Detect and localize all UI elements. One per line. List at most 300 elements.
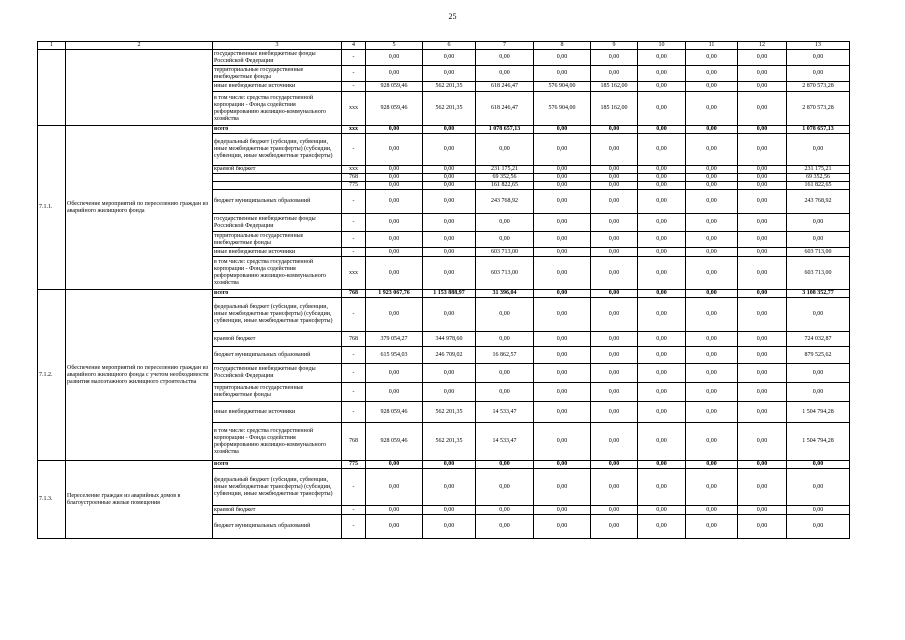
year-value-cell: 0,00 [638, 364, 686, 383]
year-value-cell: 1 153 888,97 [423, 290, 476, 298]
year-value-cell: 0,00 [638, 214, 686, 232]
column-number-3: 3 [213, 42, 342, 50]
year-value-cell: 0,00 [686, 469, 738, 506]
year-value-cell: 0,00 [638, 232, 686, 248]
year-value-cell: 0,00 [686, 232, 738, 248]
year-value-cell: 0,00 [366, 248, 423, 257]
year-value-cell: 0,00 [686, 82, 738, 92]
budget-code: - [342, 469, 366, 506]
budget-code: - [342, 347, 366, 364]
column-number-9: 9 [591, 42, 638, 50]
year-value-cell: 0,00 [366, 50, 423, 66]
year-value-cell: 0,00 [534, 383, 591, 402]
total-cell: 2 870 573,28 [787, 82, 850, 92]
year-value-cell: 0,00 [686, 126, 738, 134]
total-cell: 0,00 [787, 461, 850, 469]
year-value-cell: 0,00 [476, 461, 534, 469]
year-value-cell: 0,00 [638, 402, 686, 423]
year-value-cell: 0,00 [476, 134, 534, 166]
measure-code [38, 50, 66, 126]
total-cell: 3 108 352,77 [787, 290, 850, 298]
budget-code: - [342, 515, 366, 539]
year-value-cell: 0,00 [686, 402, 738, 423]
total-cell: 724 032,87 [787, 332, 850, 347]
year-value-cell: 0,00 [638, 290, 686, 298]
year-value-cell: 0,00 [366, 182, 423, 190]
year-value-cell: 562 201,35 [423, 402, 476, 423]
year-value-cell: 0,00 [591, 332, 638, 347]
year-value-cell: 0,00 [686, 50, 738, 66]
year-value-cell: 0,00 [638, 506, 686, 515]
year-value-cell: 0,00 [591, 364, 638, 383]
year-value-cell: 0,00 [476, 232, 534, 248]
column-number-row [38, 42, 850, 50]
funding-source: бюджет муниципальных образований [213, 190, 342, 214]
year-value-cell: 576 904,00 [534, 82, 591, 92]
funding-source: территориальные государственные внебюджетные фонды [213, 232, 342, 248]
year-value-cell: 0,00 [591, 515, 638, 539]
year-value-cell: 0,00 [591, 174, 638, 182]
year-value-cell: 14 533,47 [476, 402, 534, 423]
year-value-cell: 0,00 [534, 248, 591, 257]
year-value-cell: 0,00 [476, 506, 534, 515]
year-value-cell: 0,00 [534, 332, 591, 347]
year-value-cell: 928 059,46 [366, 82, 423, 92]
budget-code: - [342, 298, 366, 332]
column-number-8: 8 [534, 42, 591, 50]
year-value-cell: 0,00 [638, 92, 686, 126]
column-number-12: 12 [738, 42, 787, 50]
funding-source: иные внебюджетные источники [213, 248, 342, 257]
table-row [38, 290, 850, 298]
funding-source: бюджет муниципальных образований [213, 515, 342, 539]
year-value-cell: 1 078 657,13 [476, 126, 534, 134]
year-value-cell: 0,00 [738, 174, 787, 182]
table-row [38, 50, 850, 66]
total-cell: 603 713,00 [787, 248, 850, 257]
year-value-cell: 0,00 [423, 298, 476, 332]
year-value-cell: 0,00 [686, 347, 738, 364]
year-value-cell: 0,00 [366, 66, 423, 82]
year-value-cell: 0,00 [534, 461, 591, 469]
year-value-cell: 0,00 [476, 469, 534, 506]
measure-name: Обеспечение мероприятий по переселению граждан из аварийного жилищного фонда с учетом необходимости развития малоэтажного жилищного строительства [66, 290, 213, 461]
year-value-cell: 0,00 [366, 232, 423, 248]
year-value-cell: 0,00 [476, 66, 534, 82]
funding-source: иные внебюджетные источники [213, 402, 342, 423]
year-value-cell: 0,00 [591, 298, 638, 332]
year-value-cell: 0,00 [638, 174, 686, 182]
year-value-cell: 0,00 [638, 134, 686, 166]
total-cell: 0,00 [787, 50, 850, 66]
year-value-cell: 0,00 [638, 515, 686, 539]
year-value-cell: 0,00 [738, 469, 787, 506]
year-value-cell: 0,00 [423, 383, 476, 402]
year-value-cell: 0,00 [738, 182, 787, 190]
year-value-cell: 0,00 [638, 347, 686, 364]
budget-code: - [342, 214, 366, 232]
year-value-cell: 0,00 [686, 92, 738, 126]
year-value-cell: 0,00 [738, 92, 787, 126]
year-value-cell: 0,00 [366, 364, 423, 383]
budget-code: - [342, 383, 366, 402]
budget-code: 775 [342, 461, 366, 469]
year-value-cell: 0,00 [591, 257, 638, 290]
budget-code: - [342, 190, 366, 214]
year-value-cell: 0,00 [366, 469, 423, 506]
year-value-cell: 0,00 [423, 182, 476, 190]
total-cell: 0,00 [787, 134, 850, 166]
funding-source [213, 182, 342, 190]
year-value-cell: 0,00 [686, 182, 738, 190]
year-value-cell: 0,00 [366, 461, 423, 469]
measure-code: 7.1.1. [38, 126, 66, 290]
year-value-cell: 0,00 [591, 190, 638, 214]
year-value-cell: 0,00 [534, 166, 591, 174]
year-value-cell: 0,00 [534, 126, 591, 134]
measure-name: Переселение граждан из аварийных домов в благоустроенные жилые помещения [66, 461, 213, 539]
year-value-cell: 0,00 [591, 214, 638, 232]
budget-code: - [342, 506, 366, 515]
year-value-cell: 0,00 [591, 248, 638, 257]
year-value-cell: 0,00 [366, 190, 423, 214]
year-value-cell: 0,00 [738, 166, 787, 174]
funding-source: территориальные государственные внебюджетные фонды [213, 383, 342, 402]
year-value-cell: 0,00 [738, 461, 787, 469]
year-value-cell: 0,00 [738, 82, 787, 92]
column-number-2: 2 [66, 42, 213, 50]
year-value-cell: 0,00 [638, 248, 686, 257]
column-number-4: 4 [342, 42, 366, 50]
table-row [38, 461, 850, 469]
funding-source: государственные внебюджетные фонды Российской Федерации [213, 50, 342, 66]
funding-source: федеральный бюджет (субсидии, субвенции, иные межбюджетные трансферты) (субсидии, субвенции, иные межбюджетные трансферты) [213, 134, 342, 166]
measure-name [66, 50, 213, 126]
year-value-cell: 0,00 [686, 174, 738, 182]
year-value-cell: 246 709,02 [423, 347, 476, 364]
year-value-cell: 0,00 [738, 214, 787, 232]
year-value-cell: 0,00 [591, 290, 638, 298]
funding-source: всего [213, 126, 342, 134]
funding-source: всего [213, 290, 342, 298]
year-value-cell: 0,00 [591, 166, 638, 174]
year-value-cell: 0,00 [534, 469, 591, 506]
year-value-cell: 14 533,47 [476, 423, 534, 461]
year-value-cell: 618 246,47 [476, 82, 534, 92]
year-value-cell: 0,00 [591, 506, 638, 515]
budget-code: ххх [342, 166, 366, 174]
year-value-cell: 0,00 [738, 134, 787, 166]
year-value-cell: 0,00 [591, 50, 638, 66]
year-value-cell: 0,00 [738, 126, 787, 134]
measure-code: 7.1.3. [38, 461, 66, 539]
year-value-cell: 0,00 [591, 232, 638, 248]
year-value-cell: 562 201,35 [423, 423, 476, 461]
funding-source: в том числе: средства государственной корпорации - Фонда содействия реформированию жилищно-коммунального хозяйства [213, 257, 342, 290]
year-value-cell: 0,00 [738, 290, 787, 298]
year-value-cell: 603 713,00 [476, 248, 534, 257]
budget-code: 768 [342, 423, 366, 461]
budget-code: ххх [342, 257, 366, 290]
funding-source: краевой бюджет [213, 332, 342, 347]
year-value-cell: 0,00 [476, 332, 534, 347]
budget-code: - [342, 66, 366, 82]
year-value-cell: 0,00 [686, 248, 738, 257]
year-value-cell: 0,00 [638, 50, 686, 66]
total-cell: 0,00 [787, 506, 850, 515]
total-cell: 69 352,56 [787, 174, 850, 182]
total-cell: 1 078 657,13 [787, 126, 850, 134]
year-value-cell: 0,00 [366, 515, 423, 539]
budget-code: - [342, 248, 366, 257]
year-value-cell: 0,00 [738, 50, 787, 66]
year-value-cell: 0,00 [591, 134, 638, 166]
year-value-cell: 0,00 [686, 134, 738, 166]
year-value-cell: 0,00 [476, 214, 534, 232]
funding-source: иные внебюджетные источники [213, 82, 342, 92]
budget-code: - [342, 50, 366, 66]
total-cell: 1 504 794,28 [787, 423, 850, 461]
year-value-cell: 562 201,35 [423, 82, 476, 92]
funding-source: краевой бюджет [213, 166, 342, 174]
year-value-cell: 0,00 [423, 50, 476, 66]
year-value-cell: 0,00 [638, 257, 686, 290]
year-value-cell: 0,00 [366, 257, 423, 290]
total-cell: 231 175,21 [787, 166, 850, 174]
year-value-cell: 0,00 [366, 214, 423, 232]
year-value-cell: 0,00 [738, 248, 787, 257]
year-value-cell: 0,00 [686, 332, 738, 347]
total-cell: 0,00 [787, 469, 850, 506]
year-value-cell: 0,00 [591, 469, 638, 506]
total-cell: 243 768,92 [787, 190, 850, 214]
year-value-cell: 0,00 [476, 298, 534, 332]
funding-source: в том числе: средства государственной корпорации - Фонда содействия реформированию жилищно-коммунального хозяйства [213, 423, 342, 461]
year-value-cell: 0,00 [738, 66, 787, 82]
year-value-cell: 0,00 [366, 134, 423, 166]
year-value-cell: 0,00 [638, 182, 686, 190]
year-value-cell: 0,00 [686, 506, 738, 515]
year-value-cell: 0,00 [686, 383, 738, 402]
year-value-cell: 0,00 [738, 402, 787, 423]
year-value-cell: 0,00 [638, 166, 686, 174]
measure-code: 7.1.2. [38, 290, 66, 461]
column-number-13: 13 [787, 42, 850, 50]
year-value-cell: 0,00 [534, 214, 591, 232]
year-value-cell: 0,00 [423, 364, 476, 383]
year-value-cell: 0,00 [738, 190, 787, 214]
funding-source: государственные внебюджетные фонды Российской Федерации [213, 364, 342, 383]
year-value-cell: 0,00 [534, 182, 591, 190]
year-value-cell: 0,00 [686, 515, 738, 539]
year-value-cell: 928 059,46 [366, 423, 423, 461]
year-value-cell: 0,00 [534, 50, 591, 66]
year-value-cell: 0,00 [366, 166, 423, 174]
total-cell: 0,00 [787, 364, 850, 383]
year-value-cell: 0,00 [534, 364, 591, 383]
budget-code: - [342, 134, 366, 166]
budget-code: - [342, 402, 366, 423]
year-value-cell: 0,00 [638, 469, 686, 506]
year-value-cell: 603 713,00 [476, 257, 534, 290]
column-number-1: 1 [38, 42, 66, 50]
year-value-cell: 0,00 [591, 461, 638, 469]
funding-source: федеральный бюджет (субсидии, субвенции, иные межбюджетные трансферты) (субсидии, субвенции, иные межбюджетные трансферты) [213, 469, 342, 506]
year-value-cell: 0,00 [686, 290, 738, 298]
year-value-cell: 0,00 [366, 174, 423, 182]
table-row [38, 126, 850, 134]
total-cell: 161 822,65 [787, 182, 850, 190]
year-value-cell: 0,00 [638, 126, 686, 134]
year-value-cell: 0,00 [686, 257, 738, 290]
year-value-cell: 0,00 [476, 364, 534, 383]
measure-name: Обеспечение мероприятий по переселению граждан из аварийного жилищного фонда [66, 126, 213, 290]
year-value-cell: 0,00 [738, 298, 787, 332]
year-value-cell: 0,00 [366, 298, 423, 332]
funding-source: всего [213, 461, 342, 469]
year-value-cell: 0,00 [423, 469, 476, 506]
year-value-cell: 344 978,60 [423, 332, 476, 347]
year-value-cell: 0,00 [534, 290, 591, 298]
budget-code: ххх [342, 92, 366, 126]
year-value-cell: 0,00 [591, 126, 638, 134]
year-value-cell: 185 162,00 [591, 82, 638, 92]
year-value-cell: 0,00 [638, 332, 686, 347]
year-value-cell: 0,00 [423, 134, 476, 166]
year-value-cell: 0,00 [638, 461, 686, 469]
year-value-cell: 0,00 [534, 347, 591, 364]
funding-source: краевой бюджет [213, 506, 342, 515]
year-value-cell: 0,00 [534, 232, 591, 248]
year-value-cell: 0,00 [738, 332, 787, 347]
year-value-cell: 0,00 [423, 248, 476, 257]
year-value-cell: 0,00 [686, 66, 738, 82]
year-value-cell: 0,00 [534, 174, 591, 182]
total-cell: 0,00 [787, 383, 850, 402]
total-cell: 0,00 [787, 298, 850, 332]
year-value-cell: 0,00 [638, 190, 686, 214]
funding-source: в том числе: средства государственной корпорации - Фонда содействия реформированию жилищно-коммунального хозяйства [213, 92, 342, 126]
year-value-cell: 0,00 [423, 257, 476, 290]
year-value-cell: 161 822,65 [476, 182, 534, 190]
funding-source [213, 174, 342, 182]
year-value-cell: 0,00 [476, 383, 534, 402]
funding-source: федеральный бюджет (субсидии, субвенции, иные межбюджетные трансферты) (субсидии, субвенции, иные межбюджетные трансферты) [213, 298, 342, 332]
year-value-cell: 0,00 [476, 515, 534, 539]
year-value-cell: 0,00 [591, 66, 638, 82]
year-value-cell: 31 396,04 [476, 290, 534, 298]
year-value-cell: 562 201,35 [423, 92, 476, 126]
year-value-cell: 576 904,00 [534, 92, 591, 126]
page-number: 25 [448, 12, 457, 21]
year-value-cell: 0,00 [534, 257, 591, 290]
column-number-7: 7 [476, 42, 534, 50]
year-value-cell: 0,00 [366, 506, 423, 515]
year-value-cell: 0,00 [591, 383, 638, 402]
funding-source: территориальные государственные внебюджетные фонды [213, 66, 342, 82]
budget-table [37, 41, 850, 539]
total-cell: 879 525,62 [787, 347, 850, 364]
year-value-cell: 0,00 [423, 166, 476, 174]
year-value-cell: 0,00 [534, 190, 591, 214]
year-value-cell: 0,00 [534, 515, 591, 539]
budget-code: 775 [342, 182, 366, 190]
year-value-cell: 615 954,03 [366, 347, 423, 364]
year-value-cell: 0,00 [686, 166, 738, 174]
year-value-cell: 0,00 [534, 402, 591, 423]
year-value-cell: 0,00 [423, 461, 476, 469]
year-value-cell: 0,00 [534, 66, 591, 82]
year-value-cell: 0,00 [638, 423, 686, 461]
year-value-cell: 231 175,21 [476, 166, 534, 174]
year-value-cell: 0,00 [686, 190, 738, 214]
year-value-cell: 0,00 [423, 66, 476, 82]
year-value-cell: 16 862,57 [476, 347, 534, 364]
year-value-cell: 0,00 [738, 423, 787, 461]
year-value-cell: 69 352,56 [476, 174, 534, 182]
year-value-cell: 0,00 [423, 190, 476, 214]
budget-code: ххх [342, 126, 366, 134]
year-value-cell: 0,00 [423, 232, 476, 248]
year-value-cell: 0,00 [738, 232, 787, 248]
total-cell: 0,00 [787, 232, 850, 248]
year-value-cell: 379 054,27 [366, 332, 423, 347]
year-value-cell: 0,00 [423, 214, 476, 232]
total-cell: 0,00 [787, 66, 850, 82]
year-value-cell: 0,00 [638, 383, 686, 402]
year-value-cell: 928 059,46 [366, 92, 423, 126]
column-number-5: 5 [366, 42, 423, 50]
year-value-cell: 928 059,46 [366, 402, 423, 423]
year-value-cell: 0,00 [686, 298, 738, 332]
year-value-cell: 0,00 [686, 461, 738, 469]
year-value-cell: 0,00 [366, 126, 423, 134]
budget-code: 768 [342, 332, 366, 347]
total-cell: 2 870 573,28 [787, 92, 850, 126]
year-value-cell: 0,00 [686, 423, 738, 461]
budget-code: 768 [342, 174, 366, 182]
year-value-cell: 0,00 [423, 174, 476, 182]
budget-code: - [342, 82, 366, 92]
year-value-cell: 0,00 [423, 506, 476, 515]
year-value-cell: 243 768,92 [476, 190, 534, 214]
year-value-cell: 0,00 [638, 298, 686, 332]
year-value-cell: 0,00 [534, 506, 591, 515]
year-value-cell: 0,00 [591, 347, 638, 364]
year-value-cell: 0,00 [591, 182, 638, 190]
column-number-11: 11 [686, 42, 738, 50]
year-value-cell: 0,00 [738, 347, 787, 364]
year-value-cell: 0,00 [534, 298, 591, 332]
budget-code: - [342, 232, 366, 248]
year-value-cell: 0,00 [534, 134, 591, 166]
year-value-cell: 0,00 [738, 257, 787, 290]
year-value-cell: 0,00 [534, 423, 591, 461]
year-value-cell: 0,00 [738, 364, 787, 383]
total-cell: 1 504 794,28 [787, 402, 850, 423]
year-value-cell: 185 162,00 [591, 92, 638, 126]
year-value-cell: 0,00 [638, 66, 686, 82]
year-value-cell: 0,00 [638, 82, 686, 92]
budget-code: - [342, 364, 366, 383]
column-number-10: 10 [638, 42, 686, 50]
column-number-6: 6 [423, 42, 476, 50]
year-value-cell: 0,00 [423, 126, 476, 134]
year-value-cell: 0,00 [366, 383, 423, 402]
total-cell: 0,00 [787, 515, 850, 539]
funding-source: государственные внебюджетные фонды Российской Федерации [213, 214, 342, 232]
year-value-cell: 0,00 [423, 515, 476, 539]
